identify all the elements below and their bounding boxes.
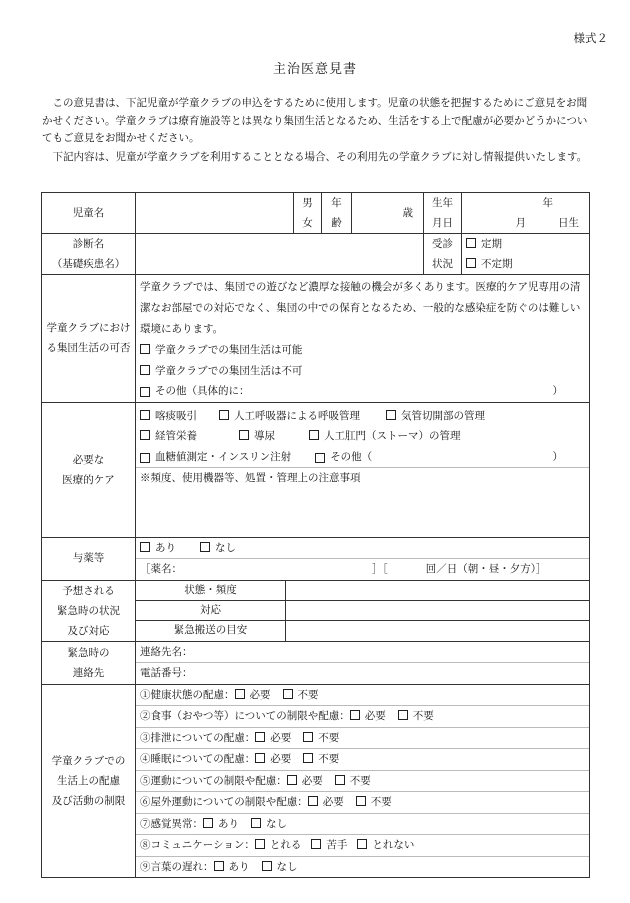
consider-item-9-question: ⑨言葉の遅れ： [140, 860, 214, 873]
emergency-transport-label: 緊急搬送の目安 [136, 621, 286, 641]
consider-question: ⑦感覚異常： [140, 817, 203, 830]
intro-paragraph-2: 下記内容は、児童が学童クラブを利用することとなる場合、その利用先の学童クラブに対し情報提供いたします。 [52, 151, 588, 163]
care-other-input[interactable] [372, 447, 552, 468]
medicine-detail [136, 558, 589, 580]
diagnosis-label-2: （基礎疾患名） [51, 258, 126, 270]
birthdate-label-2: 月日 [432, 217, 453, 229]
tracheostomy-checkbox[interactable] [386, 410, 396, 420]
consider-option-a-checkbox[interactable] [235, 689, 245, 699]
medicine-yes-label: あり [155, 541, 176, 554]
consider-item-9 [136, 856, 589, 878]
medicine-row [42, 537, 590, 580]
contact-label [42, 641, 136, 684]
emergency-label-1: 予想される [62, 584, 115, 597]
consider-option-a-checkbox[interactable] [350, 710, 360, 720]
birth-year-unit: 年 [542, 197, 553, 209]
contact-phone-label: 電話番号： [140, 667, 193, 679]
consider-item [136, 791, 589, 813]
visit-status-label [424, 234, 462, 275]
consider-option-b-label: 不要 [318, 731, 340, 744]
suction-label: 喀痰吸引 [155, 409, 197, 422]
emergency-state-row [42, 580, 590, 600]
age-label-1: 年 [331, 197, 342, 209]
sex-female-label: 女 [302, 217, 313, 229]
child-info-row [42, 193, 590, 234]
consider-option-a-label: 必要 [270, 731, 292, 744]
group-other-checkbox[interactable] [140, 387, 150, 397]
speech-delay-yes-checkbox[interactable] [214, 861, 224, 871]
communication-weak-checkbox[interactable] [311, 839, 321, 849]
consider-question: ⑤運動についての制限や配慮： [140, 774, 287, 787]
consider-option-a-checkbox[interactable] [308, 796, 318, 806]
regular-checkbox[interactable] [466, 238, 476, 248]
considerations-row [42, 684, 590, 878]
suction-checkbox[interactable] [140, 410, 150, 420]
care-other-checkbox[interactable] [315, 453, 325, 463]
emergency-state-label: 状態・頻度 [136, 580, 286, 600]
group-other-close: ） [552, 385, 563, 397]
group-ok-label: 学童クラブでの集団生活は可能 [155, 344, 303, 356]
emergency-state-field[interactable] [286, 580, 590, 600]
diagnosis-row [42, 234, 590, 275]
diagnosis-field[interactable] [136, 234, 424, 275]
drug-times-label: 回／日（朝・昼・夕方）］ [425, 563, 547, 575]
medicine-content [136, 537, 590, 580]
contact-content [136, 641, 590, 684]
medicine-no-label: なし [215, 541, 236, 554]
considerations-label [42, 684, 136, 878]
catheter-checkbox[interactable] [239, 430, 249, 440]
age-field[interactable] [352, 193, 424, 234]
consider-option-a-checkbox[interactable] [255, 753, 265, 763]
consider-option-b-checkbox[interactable] [303, 753, 313, 763]
consider-option-b-checkbox[interactable] [398, 710, 408, 720]
consider-option-a-label: 必要 [270, 753, 292, 765]
consider-option-a-checkbox[interactable] [255, 732, 265, 742]
intro-paragraph-1: この意見書は、下記児童が学童クラブの申込をするために使用します。児童の状態を把握するためにご意見をお聞かせください。学童クラブは療育施設等とは異なり集団生活となるため、生活をする上で配慮が必要かどうかについてもご意見をお聞かせください。 [42, 97, 588, 144]
consider-option-a-checkbox[interactable] [287, 775, 297, 785]
emergency-response-label: 対応 [136, 600, 286, 620]
emergency-transport-field[interactable] [286, 621, 590, 641]
form-number: 様式２ [573, 31, 608, 45]
communication-ng-checkbox[interactable] [357, 839, 367, 849]
irregular-checkbox[interactable] [466, 258, 476, 268]
medicine-label: 与薬等 [42, 537, 136, 580]
drug-name-label: ［薬名： [140, 563, 182, 575]
consider-option-a-label: 必要 [322, 796, 344, 808]
contact-label-1: 緊急時の [67, 646, 110, 659]
group-life-row [42, 275, 590, 403]
communication-ok-checkbox[interactable] [255, 839, 265, 849]
contact-label-2: 連絡先 [72, 666, 105, 679]
consider-option-b-label: 不要 [297, 688, 319, 701]
communication-ng-label: とれない [372, 839, 415, 851]
consider-item-8-question: ⑧コミュニケーション： [140, 839, 255, 851]
tracheostomy-label: 気管切開部の管理 [401, 409, 485, 422]
considerations-content [136, 684, 590, 878]
care-notes-label: ※頻度、使用機器等、処置・管理上の注意事項 [140, 472, 361, 484]
birth-day-unit: 日生 [558, 217, 579, 229]
opinion-form-table [41, 192, 590, 878]
medical-care-row [42, 402, 590, 537]
consider-option-a-label: あり [218, 817, 239, 830]
consider-option-b-checkbox[interactable] [303, 732, 313, 742]
sex-male-label: 男 [302, 197, 313, 209]
contact-row [42, 641, 590, 684]
contact-phone-field[interactable] [136, 662, 589, 684]
communication-weak-label: 苦手 [326, 839, 348, 851]
consider-option-a-checkbox[interactable] [203, 818, 213, 828]
consider-option-b-label: なし [266, 817, 287, 830]
child-name-label: 児童名 [42, 193, 136, 234]
consider-option-a-label: 必要 [364, 710, 386, 722]
birthdate-label [424, 193, 462, 234]
consider-option-b-label: 不要 [370, 796, 392, 808]
consider-option-b-checkbox[interactable] [283, 689, 293, 699]
considerations-label-3: 及び活動の制限 [51, 794, 126, 807]
page-title: 主治医意見書 [272, 62, 357, 77]
consider-item [136, 813, 589, 835]
drug-mid: ］［ [372, 563, 388, 575]
group-life-note: 学童クラブでは、集団での遊びなど濃厚な接触の機会が多くあります。医療的ケア児専用の清潔なお部屋での対応でなく、集団の中での保育となるため、一般的な感染症を防ぐのは難しい環境にあります。 [140, 281, 581, 335]
consider-option-b-label: 不要 [318, 753, 340, 765]
considerations-label-2: 生活上の配慮 [57, 774, 120, 787]
speech-delay-no-checkbox[interactable] [262, 861, 272, 871]
sex-field[interactable] [294, 193, 322, 234]
consider-option-b-label: 不要 [412, 710, 434, 722]
glucose-checkbox[interactable] [140, 453, 150, 463]
emergency-label-3: 及び対応 [67, 624, 110, 637]
visit-status-options [462, 234, 590, 275]
medical-care-label-1: 必要な [72, 453, 105, 466]
tube-feeding-label: 経管栄養 [155, 430, 197, 442]
group-life-label: 学童クラブにおける集団生活の可否 [42, 275, 136, 403]
birthdate-label-1: 生年 [432, 197, 453, 209]
group-other-label: その他（具体的に： [155, 385, 250, 397]
emergency-label [42, 580, 136, 641]
medical-care-label [42, 402, 136, 537]
medical-care-content [136, 402, 590, 537]
group-other-input[interactable] [250, 381, 553, 402]
diagnosis-label [42, 234, 136, 275]
age-label [322, 193, 352, 234]
care-notes-field[interactable] [136, 467, 589, 530]
consider-option-b-checkbox[interactable] [335, 775, 345, 785]
group-ok-checkbox[interactable] [140, 344, 150, 354]
group-ng-label: 学童クラブでの集団生活は不可 [155, 364, 303, 377]
care-other-close: ） [552, 450, 563, 463]
birth-month-day [466, 213, 585, 233]
medicine-yes-checkbox[interactable] [140, 542, 150, 552]
emergency-response-field[interactable] [286, 600, 590, 620]
catheter-label: 導尿 [254, 430, 275, 442]
group-ng-checkbox[interactable] [140, 365, 150, 375]
consider-item [136, 770, 589, 792]
consider-question: ①健康状態の配慮： [140, 688, 235, 701]
birth-month-unit: 月 [515, 217, 526, 229]
consider-item-8 [136, 834, 589, 856]
speech-delay-no-label: なし [276, 860, 298, 873]
consider-question: ②食事（おやつ等）についての制限や配慮： [140, 710, 350, 722]
contact-name-label: 連絡先名： [140, 645, 193, 658]
diagnosis-label-1: 診断名 [72, 238, 105, 250]
consider-option-b-checkbox[interactable] [251, 818, 261, 828]
consider-item [136, 727, 589, 749]
consider-question: ③排泄についての配慮： [140, 731, 256, 744]
speech-delay-yes-label: あり [228, 860, 250, 873]
age-unit: 歳 [402, 206, 413, 219]
irregular-label: 不定期 [481, 258, 513, 270]
consider-question: ④睡眠についての配慮： [140, 753, 256, 765]
stoma-label: 人工肛門（ストーマ）の管理 [324, 430, 461, 442]
consider-item [136, 685, 589, 706]
considerations-label-1: 学童クラブでの [51, 754, 126, 767]
consider-item [136, 748, 589, 770]
group-life-content [136, 275, 590, 403]
tube-feeding-checkbox[interactable] [140, 430, 150, 440]
considerations-list [136, 685, 589, 835]
consider-option-a-label: 必要 [301, 774, 323, 787]
emergency-label-2: 緊急時の状況 [57, 604, 120, 617]
contact-name-field[interactable] [136, 642, 589, 663]
visit-status-label-1: 受診 [432, 238, 453, 250]
medical-care-label-2: 医療的ケア [62, 473, 115, 486]
stoma-checkbox[interactable] [309, 430, 319, 440]
consider-option-b-label: 不要 [349, 774, 371, 787]
consider-option-b-checkbox[interactable] [356, 796, 366, 806]
medicine-no-checkbox[interactable] [200, 542, 210, 552]
ventilator-checkbox[interactable] [219, 410, 229, 420]
child-name-field[interactable] [136, 193, 294, 234]
care-other-label: その他（ [330, 450, 373, 463]
consider-item [136, 705, 589, 727]
ventilator-label: 人工呼吸器による呼吸管理 [234, 409, 360, 422]
communication-ok-label: とれる [269, 839, 302, 851]
regular-label: 定期 [481, 238, 502, 250]
visit-status-label-2: 状況 [432, 258, 453, 270]
glucose-label: 血糖値測定・インスリン注射 [155, 450, 292, 463]
birthdate-field[interactable] [462, 193, 590, 234]
consider-question: ⑥屋外運動についての制限や配慮： [140, 796, 308, 808]
consider-option-a-label: 必要 [249, 688, 271, 701]
age-label-2: 齢 [331, 217, 342, 229]
